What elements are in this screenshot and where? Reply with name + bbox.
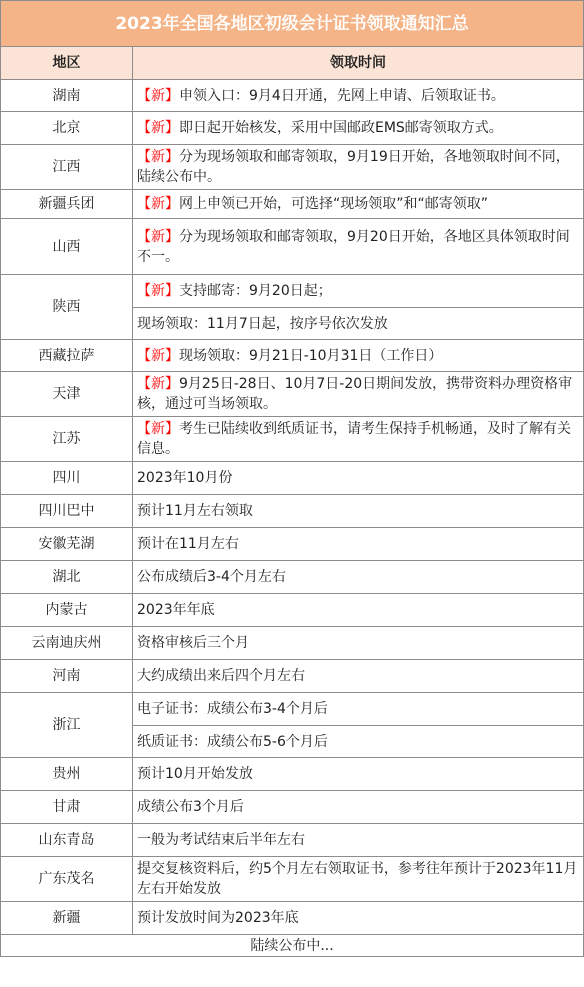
- region-cell: 山东青岛: [1, 824, 133, 857]
- pickup-time-cell: [133, 726, 584, 758]
- pickup-time-cell: [133, 857, 584, 902]
- pickup-time-cell: [133, 219, 584, 275]
- table-row: [1, 80, 584, 112]
- new-badge: 【新】: [137, 87, 179, 104]
- table-row: [1, 495, 584, 528]
- pickup-time-cell: [133, 528, 584, 561]
- pickup-time-text: 支持邮寄：9月20日起；: [179, 283, 332, 299]
- pickup-time-text: 9月25日-28日、10月7日-20日期间发放，携带资料办理资格审核，通过可当场领取。: [137, 376, 573, 412]
- table-row: [1, 219, 584, 275]
- region-cell: 浙江: [1, 693, 133, 758]
- table-body: [1, 80, 584, 935]
- table-row: [1, 857, 584, 902]
- table-row: [1, 824, 584, 857]
- region-cell: 安徽芜湖: [1, 528, 133, 561]
- region-cell: 四川巴中: [1, 495, 133, 528]
- new-badge: 【新】: [137, 120, 179, 136]
- pickup-time-cell: [133, 80, 584, 112]
- pickup-time-text: 现场领取：11月7日起，按序号依次发放: [137, 315, 388, 332]
- pickup-time-cell: [133, 495, 584, 528]
- new-badge: 【新】: [137, 283, 179, 299]
- pickup-time-text: 即日起开始核发，采用中国邮政EMS邮寄领取方式。: [179, 120, 503, 136]
- title-row: [1, 1, 584, 47]
- table-row: [1, 145, 584, 190]
- table-row: [1, 660, 584, 693]
- pickup-time-text: 2023年10月份: [137, 470, 233, 486]
- region-cell: 内蒙古: [1, 594, 133, 627]
- table-row: [1, 627, 584, 660]
- footer-row: [1, 935, 584, 957]
- pickup-time-cell: [133, 758, 584, 791]
- region-cell: 河南: [1, 660, 133, 693]
- pickup-time-text: 现场领取：9月21日-10月31日（工作日）: [179, 347, 443, 364]
- pickup-time-text: 分为现场领取和邮寄领取，9月20日开始，各地区具体领取时间不一。: [137, 228, 570, 265]
- region-cell: 广东茂名: [1, 857, 133, 902]
- pickup-time-text: 资格审核后三个月: [137, 635, 249, 651]
- pickup-time-cell: [133, 190, 584, 219]
- new-badge: 【新】: [137, 421, 179, 437]
- table-row: [1, 417, 584, 462]
- pickup-time-cell: [133, 372, 584, 417]
- pickup-time-cell: [133, 660, 584, 693]
- table-row: [1, 462, 584, 495]
- region-cell: 湖北: [1, 561, 133, 594]
- new-badge: 【新】: [137, 347, 179, 364]
- pickup-time-text: 纸质证书：成绩公布5-6个月后: [137, 733, 328, 750]
- table-row: [1, 190, 584, 219]
- pickup-time-cell: [133, 693, 584, 726]
- pickup-time-text: 预计在11月左右: [137, 536, 239, 552]
- region-cell: 贵州: [1, 758, 133, 791]
- pickup-time-text: 申领入口：9月4日开通，先网上申请、后领取证书。: [179, 87, 505, 104]
- pickup-time-cell: [133, 340, 584, 372]
- region-cell: 天津: [1, 372, 133, 417]
- table-row: [1, 693, 584, 726]
- region-cell: 江西: [1, 145, 133, 190]
- table-row: [1, 275, 584, 308]
- table-row: [1, 528, 584, 561]
- table-row: [1, 372, 584, 417]
- pickup-time-text: 一般为考试结束后半年左右: [137, 832, 305, 848]
- table-title: 2023年全国各地区初级会计证书领取通知汇总: [1, 1, 584, 47]
- region-cell: 山西: [1, 219, 133, 275]
- pickup-time-text: 成绩公布3个月后: [137, 799, 244, 815]
- pickup-time-cell: [133, 627, 584, 660]
- pickup-time-text: 提交复核资料后，约5个月左右领取证书，参考往年预计于2023年11月左右开始发放: [137, 861, 578, 897]
- pickup-time-cell: [133, 308, 584, 340]
- region-cell: 江苏: [1, 417, 133, 462]
- table-row: [1, 112, 584, 145]
- new-badge: 【新】: [137, 376, 179, 392]
- table-row: [1, 791, 584, 824]
- region-cell: 云南迪庆州: [1, 627, 133, 660]
- header-row: [1, 47, 584, 80]
- pickup-time-cell: [133, 417, 584, 462]
- pickup-time-cell: [133, 902, 584, 935]
- pickup-time-text: 预计10月开始发放: [137, 766, 253, 782]
- table-row: [1, 902, 584, 935]
- pickup-time-cell: [133, 145, 584, 190]
- pickup-time-text: 网上申领已开始，可选择“现场领取”和“邮寄领取”: [179, 196, 489, 212]
- pickup-time-text: 电子证书：成绩公布3-4个月后: [137, 701, 328, 717]
- footer-note: 陆续公布中...: [1, 935, 584, 957]
- pickup-time-cell: [133, 275, 584, 308]
- pickup-time-text: 公布成绩后3-4个月左右: [137, 569, 286, 585]
- table-row: [1, 758, 584, 791]
- pickup-time-text: 预计发放时间为2023年底: [137, 910, 299, 926]
- region-cell: 新疆: [1, 902, 133, 935]
- column-header-time: 领取时间: [133, 47, 584, 80]
- region-cell: 新疆兵团: [1, 190, 133, 219]
- new-badge: 【新】: [137, 196, 179, 212]
- column-header-region: 地区: [1, 47, 133, 80]
- region-cell: 四川: [1, 462, 133, 495]
- pickup-time-cell: [133, 561, 584, 594]
- region-cell: 北京: [1, 112, 133, 145]
- pickup-time-text: 分为现场领取和邮寄领取，9月19日开始，各地领取时间不同，陆续公布中。: [137, 149, 570, 185]
- pickup-time-cell: [133, 462, 584, 495]
- pickup-time-text: 大约成绩出来后四个月左右: [137, 668, 305, 684]
- pickup-time-cell: [133, 594, 584, 627]
- new-badge: 【新】: [137, 149, 179, 165]
- region-cell: 陕西: [1, 275, 133, 340]
- pickup-time-cell: [133, 824, 584, 857]
- pickup-time-cell: [133, 112, 584, 145]
- pickup-time-text: 2023年年底: [137, 602, 215, 618]
- pickup-time-cell: [133, 791, 584, 824]
- region-cell: 甘肃: [1, 791, 133, 824]
- pickup-time-text: 考生已陆续收到纸质证书，请考生保持手机畅通，及时了解有关信息。: [137, 421, 571, 457]
- table-row: [1, 561, 584, 594]
- region-cell: 湖南: [1, 80, 133, 112]
- region-cell: 西藏拉萨: [1, 340, 133, 372]
- pickup-time-text: 预计11月左右领取: [137, 503, 253, 519]
- table-row: [1, 594, 584, 627]
- new-badge: 【新】: [137, 228, 179, 245]
- table-row: [1, 340, 584, 372]
